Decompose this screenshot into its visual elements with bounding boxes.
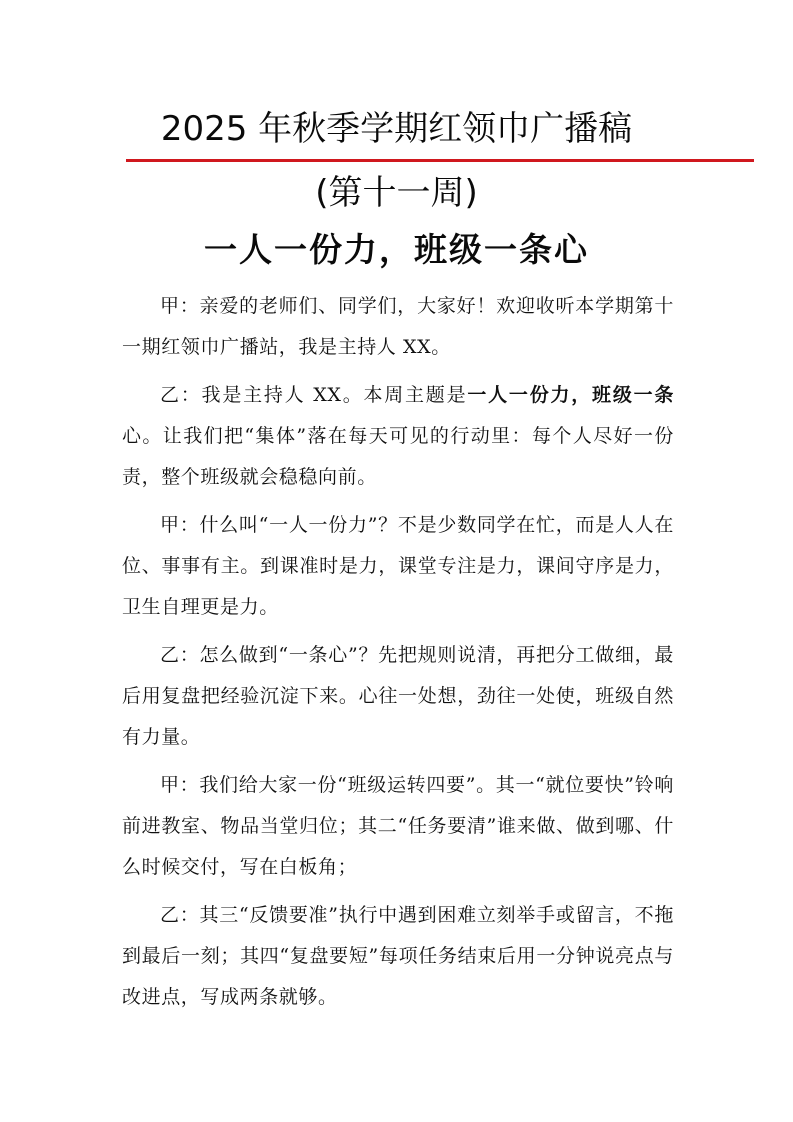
paragraph-host-a-greeting: 甲：亲爱的老师们、同学们，大家好！欢迎收听本学期第十一期红领巾广播站，我是主持人 XX。: [122, 295, 674, 358]
title-underline-rule: [126, 159, 754, 162]
theme-emphasis: 一人一份力，班级一条: [467, 384, 674, 406]
paragraph-host-a-effort: 甲：什么叫“一人一份力”？不是少数同学在忙，而是人人在位、事事有主。到课准时是力，课堂专注是力，课间守序是力，卫生自理更是力。: [122, 514, 674, 618]
paragraph-host-b-unity: 乙：怎么做到“一条心”？先把规则说清，再把分工做细，最后用复盘把经验沉淀下来。心往一处想，劲往一处使，班级自然有力量。: [122, 644, 674, 748]
paragraph-text-before-theme: 乙：我是主持人 XX。本周主题是: [160, 384, 468, 406]
paragraph-host-a-four-rules: 甲：我们给大家一份“班级运转四要”。其一“就位要快”铃响前进教室、物品当堂归位；其二“任务要清”谁来做、做到哪、什么时候交付，写在白板角；: [122, 774, 674, 878]
paragraph-host-b-four-rules: 乙：其三“反馈要准”执行中遇到困难立刻举手或留言，不拖到最后一刻；其四“复盘要短”每项任务结束后用一分钟说亮点与改进点，写成两条就够。: [122, 904, 674, 1008]
paragraph-host-b-theme: [122, 375, 674, 498]
broadcast-script-body: [122, 286, 674, 1025]
week-subtitle: (第十一周): [315, 173, 478, 213]
theme-heading: 一人一份力，班级一条心: [204, 230, 589, 269]
paragraph-text-after-theme: 心。让我们把“集体”落在每天可见的行动里：每个人尽好一份责，整个班级就会稳稳向前。: [122, 425, 674, 488]
page-title: 2025 年秋季学期红领巾广播稿: [160, 109, 633, 149]
